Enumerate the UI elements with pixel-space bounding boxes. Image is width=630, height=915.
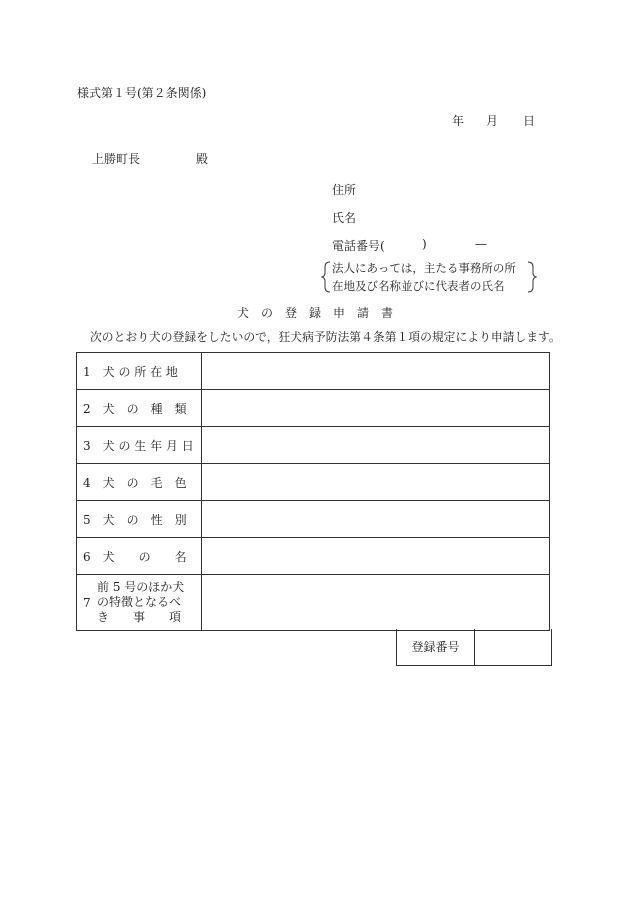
dog-features-field[interactable] <box>202 575 550 631</box>
form-number: 様式第１号(第２条関係) <box>77 86 207 100</box>
table-row <box>77 353 550 390</box>
corporation-note-line1: 法人にあっては，主たる事務所の所 <box>332 261 516 275</box>
phone-dash: — <box>475 237 487 251</box>
applicant-address-label: 住所 <box>332 183 357 197</box>
dog-name-field[interactable] <box>202 538 550 575</box>
date-year-label: 年 <box>452 114 465 128</box>
table-row <box>77 464 550 501</box>
date-day-label: 日 <box>523 114 536 128</box>
table-row <box>77 427 550 464</box>
row-7-line2: の特徴となるべ <box>97 595 182 609</box>
dog-coat-color-field[interactable] <box>202 464 550 501</box>
row-7-number: 7 <box>83 595 91 610</box>
application-statement: 次のとおり犬の登録をしたいので，狂犬病予防法第４条第１項の規定により申請します。 <box>90 330 561 344</box>
dog-birthdate-field[interactable] <box>202 427 550 464</box>
dog-breed-field[interactable] <box>202 390 550 427</box>
corporation-note <box>321 260 537 294</box>
date-month-label: 月 <box>486 114 499 128</box>
table-row <box>77 390 550 427</box>
row-label: 2 犬 の 種 類 <box>77 390 202 427</box>
row-7-line1: 前 5 号のほか犬 <box>97 580 185 594</box>
table-row <box>77 501 550 538</box>
registration-number-box <box>396 629 552 666</box>
row-label-7 <box>77 575 202 631</box>
applicant-name-label: 氏名 <box>332 211 357 225</box>
registration-table <box>76 352 550 631</box>
table-row <box>77 575 550 631</box>
row-label: 4 犬 の 毛 色 <box>77 464 202 501</box>
corporation-note-line2: 在地及び名称並びに代表者の氏名 <box>332 279 505 293</box>
table-row <box>77 538 550 575</box>
honorific: 殿 <box>196 152 209 166</box>
addressee: 上勝町長 <box>92 152 141 166</box>
document-title: 犬 の 登 録 申 請 書 <box>236 306 393 320</box>
row-label: 1 犬 の 所 在 地 <box>77 353 202 390</box>
row-label: 3 犬 の 生 年 月 日 <box>77 427 202 464</box>
registration-number-field[interactable] <box>475 629 551 665</box>
registration-number-label: 登録番号 <box>397 629 475 665</box>
row-7-line3: き 事 項 <box>97 610 182 624</box>
row-label: 6 犬 の 名 <box>77 538 202 575</box>
applicant-phone-label: 電話番号( <box>332 239 385 253</box>
phone-paren-close: ) <box>422 237 427 251</box>
dog-sex-field[interactable] <box>202 501 550 538</box>
dog-location-field[interactable] <box>202 353 550 390</box>
row-label: 5 犬 の 性 別 <box>77 501 202 538</box>
